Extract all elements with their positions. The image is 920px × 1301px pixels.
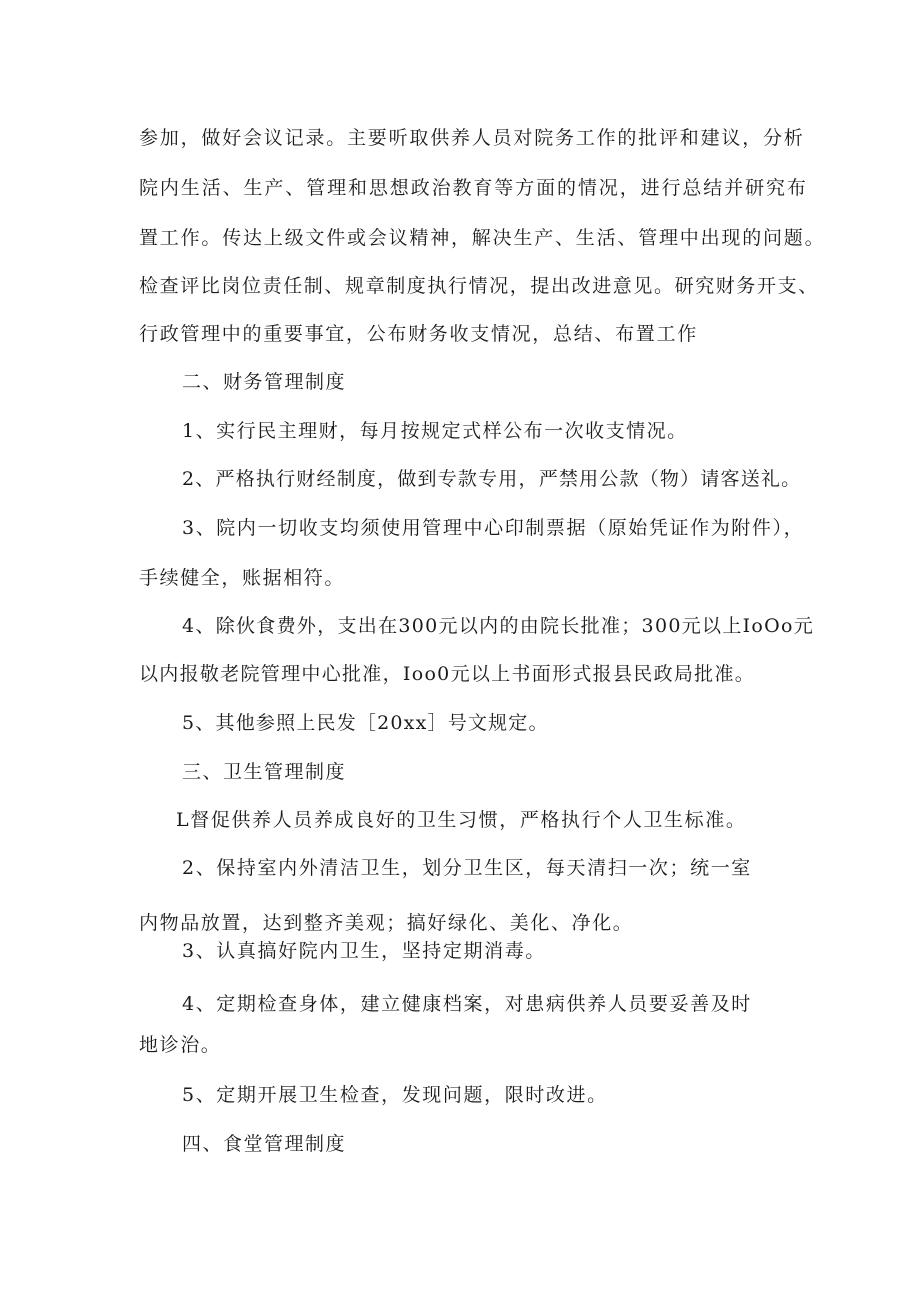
paragraph-line: 置工作。传达上级文件或会议精神，解决生产、生活、管理中出现的问题。 <box>139 227 826 249</box>
paragraph-line: 行政管理中的重要事宜，公布财务收支情况，总结、布置工作 <box>139 323 698 345</box>
hygiene-item-5: 5、定期开展卫生检查，发现问题，限时改进。 <box>182 1084 608 1106</box>
paragraph-line: 检查评比岗位责任制、规章制度执行情况，提出改进意见。研究财务开支、 <box>139 275 819 297</box>
finance-item-5: 5、其他参照上民发［20xx］号文规定。 <box>182 712 549 734</box>
section-heading-canteen: 四、食堂管理制度 <box>182 1133 347 1155</box>
paragraph-line: 参加，做好会议记录。主要听取供养人员对院务工作的批评和建议，分析 <box>139 127 805 149</box>
section-heading-finance: 二、财务管理制度 <box>182 371 347 393</box>
finance-item-3-continued: 手续健全，账据相符。 <box>139 567 346 589</box>
paragraph-line: 院内生活、生产、管理和思想政治教育等方面的情况，进行总结并研究布 <box>139 177 808 199</box>
hygiene-item-2-continued: 内物品放置，达到整齐美观；搞好绿化、美化、净化。 <box>139 912 634 934</box>
hygiene-item-1: L督促供养人员养成良好的卫生习惯，严格执行个人卫生标准。 <box>176 809 747 831</box>
finance-item-2: 2、严格执行财经制度，做到专款专用，严禁用公款（物）请客送礼。 <box>182 468 802 490</box>
finance-item-4: 4、除伙食费外，支出在300元以内的由院长批准；300元以上IoOo元 <box>182 615 815 637</box>
hygiene-item-2: 2、保持室内外清洁卫生，划分卫生区，每天清扫一次；统一室 <box>182 857 752 879</box>
finance-item-4-continued: 以内报敬老院管理中心批准，Ioo0元以上书面形式报县民政局批准。 <box>139 663 756 685</box>
finance-item-3: 3、院内一切收支均须使用管理中心印制票据（原始凭证作为附件）， <box>182 517 805 539</box>
finance-item-1: 1、实行民主理财，每月按规定式样公布一次收支情况。 <box>182 420 688 442</box>
hygiene-item-3: 3、认真搞好院内卫生，坚持定期消毒。 <box>182 940 546 962</box>
section-heading-hygiene: 三、卫生管理制度 <box>182 761 347 783</box>
hygiene-item-4: 4、定期检查身体，建立健康档案，对患病供养人员要妥善及时 <box>182 993 752 1015</box>
hygiene-item-4-continued: 地诊治。 <box>139 1034 222 1056</box>
